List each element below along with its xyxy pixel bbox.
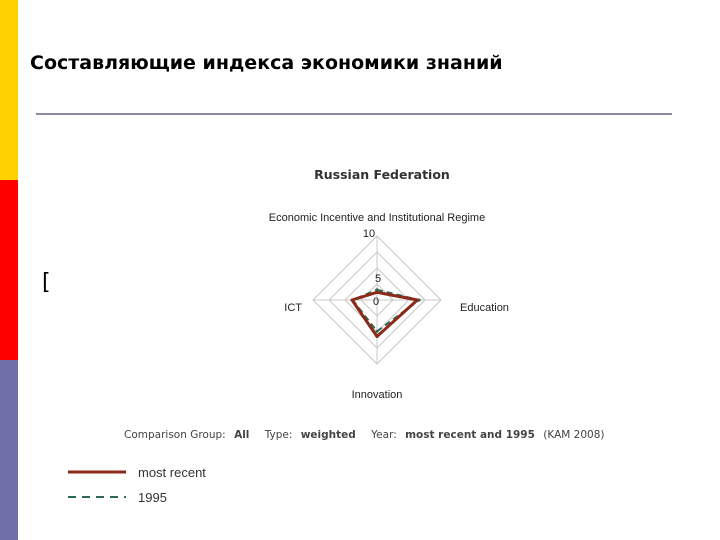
- year-value: most recent and 1995: [405, 429, 535, 441]
- chart-footer: [124, 429, 604, 441]
- tick-label-0: 0: [372, 296, 380, 308]
- type-value: weighted: [300, 429, 356, 441]
- legend-label-1995: 1995: [138, 490, 167, 505]
- comparison-group-value: All: [234, 429, 250, 441]
- axis-label-ict: ICT: [284, 302, 302, 314]
- tick-label-5: 5: [374, 273, 382, 285]
- slide-title: Составляющие индекса экономики знаний: [30, 52, 503, 74]
- source-note: (KAM 2008): [543, 429, 605, 441]
- legend-label-most-recent: most recent: [138, 465, 206, 480]
- tick-label-10: 10: [362, 228, 376, 240]
- type-label: Type:: [264, 429, 293, 441]
- axis-label-education: Education: [460, 302, 509, 314]
- chart-title: Russian Federation: [314, 167, 450, 182]
- series-point-most-recent-1: [416, 299, 419, 302]
- year-label: Year:: [371, 429, 397, 441]
- series-point-most-recent-2: [376, 335, 379, 338]
- bracket-mark: [: [42, 270, 51, 295]
- axis-label-economic-incentive: Economic Incentive and Institutional Regime: [268, 212, 486, 224]
- series-point-1995-0: [376, 288, 379, 291]
- series-point-most-recent-3: [351, 299, 354, 302]
- series-point-most-recent-0: [376, 291, 379, 294]
- axis-label-innovation: Innovation: [351, 389, 403, 401]
- comparison-group-label: Comparison Group:: [124, 429, 226, 441]
